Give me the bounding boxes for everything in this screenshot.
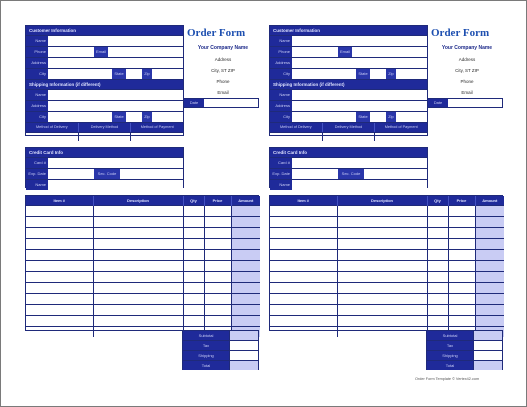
amount-cell	[231, 283, 260, 294]
description-cell[interactable]	[93, 206, 183, 217]
item-cell[interactable]	[26, 327, 93, 338]
column-item: Item #	[270, 196, 337, 206]
customer-name-label: Name	[26, 36, 48, 46]
order-form-title: Order Form	[187, 27, 246, 39]
shipping-state-field[interactable]	[370, 112, 386, 122]
price-cell[interactable]	[448, 250, 475, 261]
qty-cell[interactable]	[427, 283, 448, 294]
item-cell[interactable]	[26, 239, 93, 250]
items-table-box	[269, 195, 503, 331]
customer-email-field[interactable]	[352, 47, 427, 57]
qty-cell[interactable]	[427, 250, 448, 261]
credit-card-panel	[269, 147, 428, 188]
company-city: City, ST ZIP	[211, 68, 235, 73]
date-box	[427, 98, 503, 108]
description-cell[interactable]	[93, 228, 183, 239]
shipping-label: Shipping	[183, 351, 229, 360]
description-cell[interactable]	[337, 316, 427, 327]
shipping-field[interactable]	[473, 351, 502, 360]
qty-cell[interactable]	[183, 283, 204, 294]
qty-cell[interactable]	[427, 272, 448, 283]
item-cell[interactable]	[270, 294, 337, 305]
order-form-left	[23, 1, 263, 406]
customer-zip-label: Zip	[142, 69, 152, 79]
description-cell[interactable]	[337, 327, 427, 338]
table-row	[26, 283, 260, 294]
table-row	[26, 316, 260, 327]
price-cell[interactable]	[204, 305, 231, 316]
item-cell[interactable]	[270, 261, 337, 272]
price-cell[interactable]	[204, 261, 231, 272]
card-name-field[interactable]	[292, 180, 427, 190]
customer-phone-label: Phone	[270, 47, 292, 57]
amount-cell	[231, 316, 260, 327]
shipping-state-label: State	[112, 112, 126, 122]
qty-cell[interactable]	[427, 316, 448, 327]
card-name-label: Name	[26, 180, 48, 190]
price-cell[interactable]	[204, 272, 231, 283]
description-cell[interactable]	[337, 250, 427, 261]
amount-cell	[475, 305, 504, 316]
amount-cell	[475, 283, 504, 294]
sec-code-field[interactable]	[364, 169, 427, 179]
amount-cell	[475, 206, 504, 217]
amount-cell	[475, 228, 504, 239]
qty-cell[interactable]	[183, 305, 204, 316]
credit-card-header: Credit Card Info	[26, 148, 183, 157]
amount-cell	[475, 316, 504, 327]
qty-cell[interactable]	[183, 294, 204, 305]
column-amount: Amount	[231, 196, 260, 206]
item-cell[interactable]	[26, 283, 93, 294]
table-row	[270, 294, 504, 305]
qty-cell[interactable]	[183, 206, 204, 217]
company-address: Address	[214, 57, 232, 62]
customer-state-label: State	[356, 69, 370, 79]
item-cell[interactable]	[270, 206, 337, 217]
footer-credit: Order Form Template © Vertex42.com	[415, 377, 480, 381]
order-form-title: Order Form	[431, 27, 490, 39]
table-row	[26, 272, 260, 283]
description-cell[interactable]	[93, 250, 183, 261]
description-cell[interactable]	[93, 316, 183, 327]
table-row	[26, 261, 260, 272]
items-body	[26, 206, 260, 338]
exp-date-label: Exp. Date	[26, 169, 48, 179]
table-row	[26, 239, 260, 250]
customer-address-field[interactable]	[48, 58, 183, 68]
price-cell[interactable]	[204, 217, 231, 228]
customer-state-field[interactable]	[126, 69, 142, 79]
customer-zip-field[interactable]	[152, 69, 183, 79]
date-field[interactable]	[448, 99, 502, 107]
item-cell[interactable]	[26, 316, 93, 327]
qty-cell[interactable]	[427, 294, 448, 305]
description-cell[interactable]	[93, 261, 183, 272]
customer-name-label: Name	[270, 36, 292, 46]
method-field[interactable]	[322, 133, 375, 141]
customer-city-label: City	[26, 69, 48, 79]
item-cell[interactable]	[270, 327, 337, 338]
qty-cell[interactable]	[183, 316, 204, 327]
description-cell[interactable]	[93, 239, 183, 250]
shipping-address-label: Address	[270, 101, 292, 111]
customer-state-field[interactable]	[370, 69, 386, 79]
customer-address-field[interactable]	[292, 58, 427, 68]
item-cell[interactable]	[270, 228, 337, 239]
table-row	[26, 217, 260, 228]
items-table	[270, 196, 504, 337]
delivery-field[interactable]	[270, 133, 322, 141]
customer-city-field[interactable]	[48, 69, 112, 79]
description-cell[interactable]	[337, 272, 427, 283]
customer-phone-field[interactable]	[292, 47, 338, 57]
item-cell[interactable]	[270, 250, 337, 261]
price-cell[interactable]	[448, 316, 475, 327]
qty-cell[interactable]	[427, 206, 448, 217]
customer-email-label: Email	[338, 47, 352, 57]
amount-cell	[231, 261, 260, 272]
table-row	[270, 283, 504, 294]
customer-city-label: City	[270, 69, 292, 79]
price-cell[interactable]	[448, 272, 475, 283]
price-cell[interactable]	[448, 217, 475, 228]
shipping-name-label: Name	[270, 90, 292, 100]
shipping-name-field[interactable]	[48, 90, 183, 100]
credit-card-header: Credit Card Info	[270, 148, 427, 157]
qty-cell[interactable]	[427, 228, 448, 239]
company-email: Email	[217, 90, 229, 95]
card-name-field[interactable]	[48, 180, 183, 190]
customer-name-field[interactable]	[48, 36, 183, 46]
column-description: Description	[337, 196, 427, 206]
item-cell[interactable]	[26, 294, 93, 305]
credit-card-panel	[25, 147, 184, 188]
shipping-state-field[interactable]	[126, 112, 142, 122]
total-label: Total	[427, 361, 473, 370]
company-name: Your Company Name	[441, 45, 493, 51]
table-row	[270, 316, 504, 327]
customer-name-field[interactable]	[292, 36, 427, 46]
description-cell[interactable]	[337, 261, 427, 272]
tax-label: Tax	[427, 341, 473, 350]
shipping-state-label: State	[356, 112, 370, 122]
total-value	[229, 361, 258, 370]
tax-field[interactable]	[229, 341, 258, 350]
card-name-label: Name	[270, 180, 292, 190]
sec-code-field[interactable]	[120, 169, 183, 179]
qty-cell[interactable]	[183, 272, 204, 283]
item-cell[interactable]	[26, 272, 93, 283]
table-row	[270, 206, 504, 217]
price-cell[interactable]	[204, 316, 231, 327]
customer-address-label: Address	[26, 58, 48, 68]
table-row	[26, 228, 260, 239]
shipping-zip-field[interactable]	[152, 112, 183, 122]
item-cell[interactable]	[26, 206, 93, 217]
description-cell[interactable]	[93, 294, 183, 305]
shipping-address-label: Address	[26, 101, 48, 111]
company-phone: Phone	[216, 79, 230, 84]
tax-field[interactable]	[473, 341, 502, 350]
column-price: Price	[204, 196, 231, 206]
item-cell[interactable]	[26, 261, 93, 272]
table-row	[26, 294, 260, 305]
exp-date-field[interactable]	[48, 169, 94, 179]
table-row	[270, 239, 504, 250]
column-description: Description	[93, 196, 183, 206]
amount-cell	[475, 217, 504, 228]
customer-email-label: Email	[94, 47, 108, 57]
totals-panel	[182, 330, 259, 370]
description-cell[interactable]	[337, 239, 427, 250]
company-name: Your Company Name	[197, 45, 249, 51]
column-amount: Amount	[475, 196, 504, 206]
table-row	[270, 228, 504, 239]
shipping-column-payment: Method of Payment	[374, 123, 427, 132]
card-number-label: Card #	[26, 158, 48, 168]
shipping-name-label: Name	[26, 90, 48, 100]
description-cell[interactable]	[337, 294, 427, 305]
company-city: City, ST ZIP	[455, 68, 479, 73]
qty-cell[interactable]	[427, 261, 448, 272]
shipping-zip-label: Zip	[142, 112, 152, 122]
item-cell[interactable]	[26, 250, 93, 261]
price-cell[interactable]	[204, 206, 231, 217]
description-cell[interactable]	[337, 206, 427, 217]
price-cell[interactable]	[448, 239, 475, 250]
customer-email-field[interactable]	[108, 47, 183, 57]
price-cell[interactable]	[204, 250, 231, 261]
amount-cell	[475, 250, 504, 261]
company-address: Address	[458, 57, 476, 62]
amount-cell	[231, 272, 260, 283]
qty-cell[interactable]	[427, 305, 448, 316]
subtotal-value	[473, 331, 502, 340]
total-value	[473, 361, 502, 370]
description-cell[interactable]	[93, 305, 183, 316]
amount-cell	[475, 294, 504, 305]
item-cell[interactable]	[26, 228, 93, 239]
totals-panel	[426, 330, 503, 370]
qty-cell[interactable]	[427, 217, 448, 228]
payment-field[interactable]	[374, 133, 427, 141]
shipping-method-value-row	[270, 132, 427, 141]
shipping-address-field[interactable]	[48, 101, 183, 111]
description-cell[interactable]	[93, 283, 183, 294]
customer-information-panel	[269, 25, 428, 136]
sec-code-label: Sec. Code	[338, 169, 364, 179]
date-label: Date	[184, 99, 204, 107]
table-row	[270, 272, 504, 283]
shipping-label: Shipping	[427, 351, 473, 360]
date-field[interactable]	[204, 99, 258, 107]
card-number-field[interactable]	[292, 158, 427, 168]
items-table-box	[25, 195, 259, 331]
customer-state-label: State	[112, 69, 126, 79]
customer-information-header: Customer Information	[26, 26, 183, 35]
price-cell[interactable]	[204, 239, 231, 250]
table-row	[270, 261, 504, 272]
description-cell[interactable]	[93, 272, 183, 283]
exp-date-label: Exp. Date	[270, 169, 292, 179]
price-cell[interactable]	[204, 228, 231, 239]
shipping-column-method: Delivery Method	[322, 123, 375, 132]
shipping-field[interactable]	[229, 351, 258, 360]
amount-cell	[475, 272, 504, 283]
price-cell[interactable]	[204, 283, 231, 294]
shipping-name-field[interactable]	[292, 90, 427, 100]
table-row	[26, 305, 260, 316]
description-cell[interactable]	[93, 327, 183, 338]
column-price: Price	[448, 196, 475, 206]
table-row	[26, 206, 260, 217]
price-cell[interactable]	[448, 261, 475, 272]
shipping-city-field[interactable]	[48, 112, 112, 122]
shipping-zip-label: Zip	[386, 112, 396, 122]
shipping-city-label: City	[26, 112, 48, 122]
company-email: Email	[461, 90, 473, 95]
company-phone: Phone	[460, 79, 474, 84]
price-cell[interactable]	[448, 283, 475, 294]
qty-cell[interactable]	[427, 239, 448, 250]
column-qty: Qty	[427, 196, 448, 206]
item-cell[interactable]	[270, 316, 337, 327]
column-qty: Qty	[183, 196, 204, 206]
amount-cell	[231, 239, 260, 250]
shipping-column-method: Delivery Method	[78, 123, 131, 132]
subtotal-label: Subtotal	[427, 331, 473, 340]
order-form-right	[267, 1, 507, 406]
subtotal-label: Subtotal	[183, 331, 229, 340]
price-cell[interactable]	[448, 206, 475, 217]
item-cell[interactable]	[270, 272, 337, 283]
table-row	[270, 305, 504, 316]
customer-phone-label: Phone	[26, 47, 48, 57]
shipping-method-value-row	[26, 132, 183, 141]
description-cell[interactable]	[337, 217, 427, 228]
customer-information-panel	[25, 25, 184, 136]
shipping-zip-field[interactable]	[396, 112, 427, 122]
item-cell[interactable]	[270, 217, 337, 228]
amount-cell	[231, 250, 260, 261]
card-number-field[interactable]	[48, 158, 183, 168]
qty-cell[interactable]	[183, 239, 204, 250]
shipping-information-header: Shipping Information (if different)	[26, 79, 183, 89]
customer-phone-field[interactable]	[48, 47, 94, 57]
shipping-city-field[interactable]	[292, 112, 356, 122]
subtotal-value	[229, 331, 258, 340]
price-cell[interactable]	[204, 294, 231, 305]
customer-information-header: Customer Information	[270, 26, 427, 35]
qty-cell[interactable]	[183, 250, 204, 261]
card-number-label: Card #	[270, 158, 292, 168]
customer-address-label: Address	[270, 58, 292, 68]
date-label: Date	[428, 99, 448, 107]
description-cell[interactable]	[337, 228, 427, 239]
amount-cell	[475, 261, 504, 272]
amount-cell	[231, 217, 260, 228]
tax-label: Tax	[183, 341, 229, 350]
table-row	[270, 217, 504, 228]
items-body	[270, 206, 504, 338]
item-cell[interactable]	[270, 305, 337, 316]
qty-cell[interactable]	[183, 228, 204, 239]
shipping-column-payment: Method of Payment	[130, 123, 183, 132]
price-cell[interactable]	[448, 294, 475, 305]
sec-code-label: Sec. Code	[94, 169, 120, 179]
amount-cell	[231, 228, 260, 239]
shipping-city-label: City	[270, 112, 292, 122]
shipping-column-delivery: Method of Delivery	[280, 125, 312, 129]
amount-cell	[231, 305, 260, 316]
item-cell[interactable]	[270, 239, 337, 250]
customer-zip-field[interactable]	[396, 69, 427, 79]
customer-city-field[interactable]	[292, 69, 356, 79]
description-cell[interactable]	[337, 283, 427, 294]
amount-cell	[475, 239, 504, 250]
shipping-information-header: Shipping Information (if different)	[270, 79, 427, 89]
table-row	[26, 250, 260, 261]
delivery-field[interactable]	[26, 133, 78, 141]
item-cell[interactable]	[270, 283, 337, 294]
price-cell[interactable]	[448, 228, 475, 239]
qty-cell[interactable]	[183, 217, 204, 228]
customer-zip-label: Zip	[386, 69, 396, 79]
shipping-method-header-row	[26, 122, 183, 132]
shipping-column-delivery: Method of Delivery	[36, 125, 68, 129]
column-item: Item #	[26, 196, 93, 206]
exp-date-field[interactable]	[292, 169, 338, 179]
shipping-address-field[interactable]	[292, 101, 427, 111]
total-label: Total	[183, 361, 229, 370]
item-cell[interactable]	[26, 305, 93, 316]
price-cell[interactable]	[448, 305, 475, 316]
amount-cell	[231, 206, 260, 217]
description-cell[interactable]	[337, 305, 427, 316]
item-cell[interactable]	[26, 217, 93, 228]
method-field[interactable]	[78, 133, 131, 141]
items-table	[26, 196, 260, 337]
table-row	[270, 250, 504, 261]
description-cell[interactable]	[93, 217, 183, 228]
payment-field[interactable]	[130, 133, 183, 141]
amount-cell	[231, 294, 260, 305]
qty-cell[interactable]	[183, 261, 204, 272]
date-box	[183, 98, 259, 108]
shipping-method-header-row	[270, 122, 427, 132]
